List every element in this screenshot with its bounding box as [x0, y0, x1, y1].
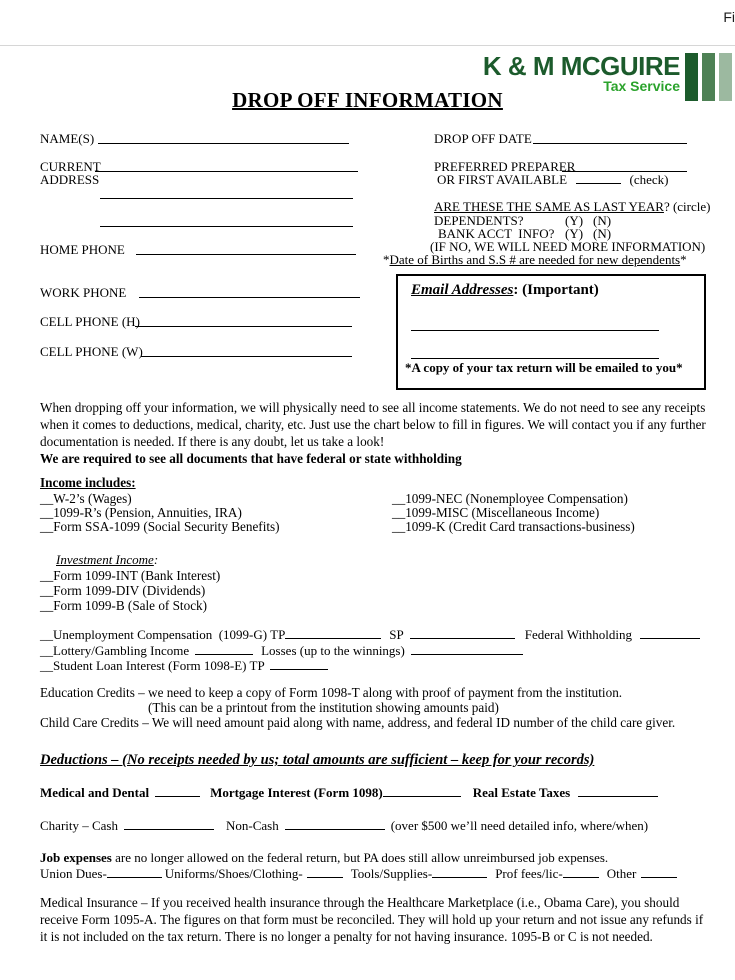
address-field-line-2[interactable]: [100, 198, 353, 199]
intro-text: When dropping off your information, we will physically need to see all income statements. We do not need to see any receipts when it comes to deductions, medical, charity, etc. Just use the chart below to fill in figures. We will contact you if any further documentation is needed. If there is any doubt, let us take a look!: [40, 400, 706, 449]
investment-item-1099b: __Form 1099-B (Sale of Stock): [40, 598, 208, 613]
cell-phone-h-label: CELL PHONE (H): [40, 314, 140, 329]
job-expenses-lead-row: [40, 850, 608, 866]
intro-bold-line: We are required to see all documents that have federal or state withholding: [40, 451, 462, 466]
investment-item-1099int: __Form 1099-INT (Bank Interest): [40, 568, 221, 583]
uniforms-line[interactable]: [307, 866, 343, 878]
charity-cash-line[interactable]: [124, 818, 214, 830]
cell-phone-h-field-line[interactable]: [135, 326, 352, 327]
non-cash-label: Non-Cash: [226, 818, 279, 833]
note-asterisk-left: *: [383, 252, 390, 267]
email-field-line-1[interactable]: [411, 330, 659, 331]
student-loan-row: [40, 658, 328, 674]
work-phone-field-line[interactable]: [139, 297, 360, 298]
lottery-income-line[interactable]: [195, 643, 253, 655]
other-label: Other: [606, 866, 637, 881]
other-line[interactable]: [641, 866, 677, 878]
medical-dental-label: Medical and Dental: [40, 785, 150, 800]
union-dues-label: Union Dues-: [40, 866, 107, 881]
bank-acct-no-option[interactable]: (N): [593, 226, 612, 241]
unemployment-label: __Unemployment Compensation (1099-G) TP: [40, 627, 286, 642]
income-item-w2: __W-2’s (Wages): [40, 491, 132, 506]
unemployment-sp-line[interactable]: [410, 627, 515, 639]
dependents-label: DEPENDENTS?: [434, 213, 524, 228]
dependents-no-option[interactable]: (N): [593, 213, 612, 228]
education-credits-subtext: (This can be a printout from the institution showing amounts paid): [148, 700, 499, 715]
logo-tagline: Tax Service: [603, 78, 680, 94]
email-box-footnote: *A copy of your tax return will be emailed to you*: [405, 360, 683, 375]
federal-withholding-label: Federal Withholding: [524, 627, 632, 642]
job-expenses-fields-row: [40, 866, 677, 882]
charity-note: (over $500 we’ll need detailed info, where/when): [390, 818, 649, 833]
drop-off-date-label: DROP OFF DATE: [434, 131, 532, 146]
income-item-1099k: __1099-K (Credit Card transactions-business): [392, 519, 635, 534]
union-dues-line[interactable]: [107, 866, 162, 878]
first-available-check-line[interactable]: [576, 172, 621, 184]
lottery-row: [40, 643, 523, 659]
bank-acct-label: BANK ACCT INFO?: [438, 226, 555, 241]
check-hint: (check): [629, 172, 669, 187]
income-item-1099misc: __1099-MISC (Miscellaneous Income): [392, 505, 600, 520]
address-label: ADDRESS: [40, 172, 100, 187]
income-item-ssa1099: __Form SSA-1099 (Social Security Benefits): [40, 519, 280, 534]
same-as-last-year-question: ARE THESE THE SAME AS LAST YEAR: [434, 199, 664, 214]
address-field-line-1[interactable]: [95, 171, 358, 172]
income-item-1099nec: __1099-NEC (Nonemployee Compensation): [392, 491, 628, 506]
mortgage-interest-label: Mortgage Interest (Form 1098): [210, 785, 383, 800]
job-expenses-bold: Job expenses: [40, 850, 112, 865]
preferred-preparer-label: PREFERRED PREPARER: [434, 159, 576, 174]
sp-label: SP: [389, 627, 404, 642]
logo-company-name: K & M MCGUIRE: [482, 51, 680, 81]
prof-fees-label: Prof fees/lic-: [495, 866, 563, 881]
if-no-note: (IF NO, WE WILL NEED MORE INFORMATION): [430, 239, 706, 254]
email-box-heading: [411, 282, 599, 299]
home-phone-field-line[interactable]: [136, 254, 356, 255]
intro-paragraph: [40, 399, 710, 467]
deductions-heading: Deductions – (No receipts needed by us; total amounts are sufficient – keep for your records): [40, 752, 595, 768]
mortgage-interest-line[interactable]: [383, 785, 461, 797]
browser-topbar: [0, 0, 735, 46]
student-loan-line[interactable]: [270, 658, 328, 670]
income-item-1099r: __1099-R’s (Pension, Annuities, IRA): [40, 505, 242, 520]
work-phone-label: WORK PHONE: [40, 285, 127, 300]
income-includes-heading: Income includes:: [40, 475, 136, 490]
toolbar-truncated-label[interactable]: Fi: [723, 9, 735, 25]
current-label: CURRENT: [40, 159, 101, 174]
cell-phone-w-field-line[interactable]: [141, 356, 352, 357]
medical-mortgage-row: [40, 785, 658, 801]
note-asterisk-right: *: [680, 252, 687, 267]
child-care-credits-text: Child Care Credits – We will need amount paid along with name, address, and federal ID number of the child care giver.: [40, 715, 676, 730]
investment-income-heading-row: [56, 552, 158, 568]
unemployment-tp-line[interactable]: [285, 627, 381, 639]
charity-row: [40, 818, 648, 834]
home-phone-label: HOME PHONE: [40, 242, 125, 257]
unemployment-row: [40, 627, 700, 643]
medical-dental-line[interactable]: [155, 785, 200, 797]
medical-insurance-note: Medical Insurance – If you received health insurance through the Healthcare Marketplace (i.e., Obama Care), you should receive Form 1095-A. The figures on that form must be reconciled. They will hold up your return and not issue any refunds if it is not included on the tax return. There is no longer a penalty for not having insurance. 1095-B or C is not needed.: [40, 895, 704, 944]
email-addresses-title: Email Addresses: [411, 282, 514, 298]
real-estate-taxes-label: Real Estate Taxes: [472, 785, 571, 800]
uniforms-label: Uniforms/Shoes/Clothing-: [164, 866, 303, 881]
email-heading-colon: :: [513, 282, 523, 298]
education-credits-text: Education Credits – we need to keep a copy of Form 1098-T along with proof of payment from the institution.: [40, 685, 623, 700]
tools-supplies-line[interactable]: [432, 866, 487, 878]
investment-income-heading: Investment Income: [56, 552, 154, 567]
same-as-last-year-suffix: ? (circle): [663, 199, 711, 214]
prof-fees-line[interactable]: [563, 866, 599, 878]
email-important-label: (Important): [522, 282, 599, 298]
losses-line[interactable]: [411, 643, 523, 655]
lottery-label: __Lottery/Gambling Income: [40, 643, 190, 658]
names-label: NAME(S): [40, 131, 95, 146]
non-cash-line[interactable]: [285, 818, 385, 830]
investment-item-1099div: __Form 1099-DIV (Dividends): [40, 583, 206, 598]
student-loan-label: __Student Loan Interest (Form 1098-E) TP: [40, 658, 265, 673]
charity-cash-label: Charity – Cash: [40, 818, 118, 833]
investment-heading-colon: :: [153, 552, 159, 567]
drop-off-date-field-line[interactable]: [533, 143, 687, 144]
new-dependents-note: Date of Births and S.S # are needed for new dependents: [389, 252, 681, 267]
federal-withholding-line[interactable]: [640, 627, 700, 639]
bank-acct-yes-option[interactable]: (Y): [565, 226, 584, 241]
names-field-line[interactable]: [98, 143, 349, 144]
address-field-line-3[interactable]: [100, 226, 353, 227]
new-dependents-note-row: [383, 252, 687, 268]
tools-supplies-label: Tools/Supplies-: [350, 866, 433, 881]
dependents-yes-option[interactable]: (Y): [565, 213, 584, 228]
losses-label: Losses (up to the winnings): [261, 643, 405, 658]
or-first-available-label: OR FIRST AVAILABLE: [437, 172, 568, 187]
or-first-available-row: [437, 172, 669, 188]
page-title: DROP OFF INFORMATION: [232, 88, 503, 112]
cell-phone-w-label: CELL PHONE (W): [40, 344, 143, 359]
job-expenses-rest: are no longer allowed on the federal return, but PA does still allow unreimbursed job expenses.: [111, 850, 609, 865]
email-addresses-box: [396, 274, 706, 390]
real-estate-taxes-line[interactable]: [578, 785, 658, 797]
email-field-line-2[interactable]: [411, 358, 659, 359]
